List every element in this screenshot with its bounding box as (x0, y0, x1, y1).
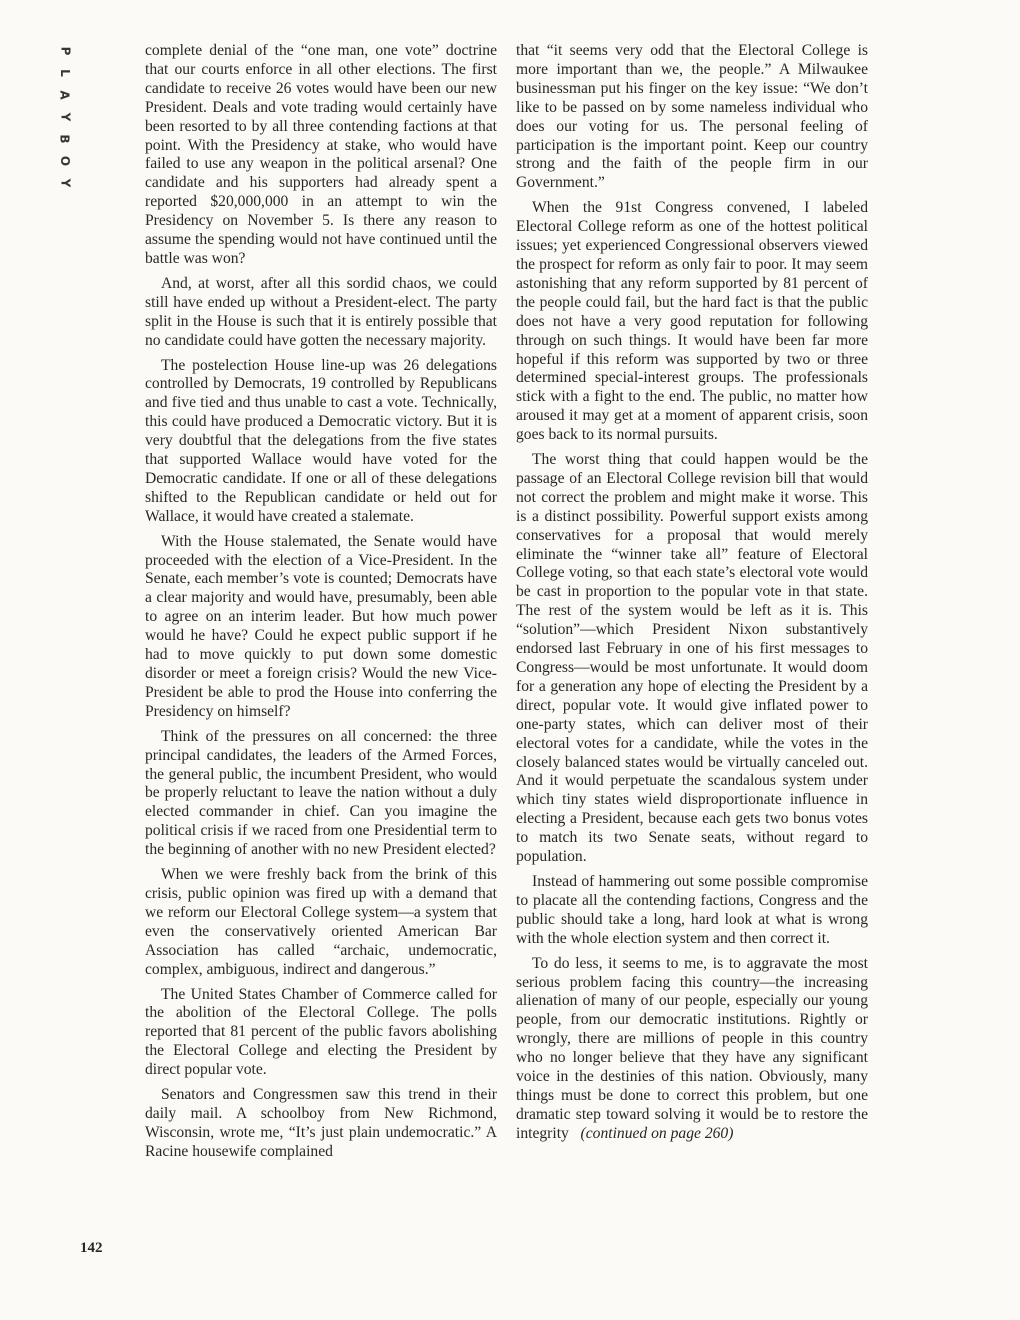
paragraph-text: To do less, it seems to me, is to aggravate the most serious problem facing this country—the increasing alienation of many of our people, especially our young people, from our democratic institutions. Rightly or wrongly, there are millions of people in this country who no longer believe that they have any significant voice in the destinies of this nation. Obviously, many things must be done to correct this problem, but one dramatic step toward solving it would be to restore the integrity (516, 954, 868, 1142)
paragraph: With the House stalemated, the Senate would have proceeded with the election of a Vice-President. In the Senate, each member’s vote is counted; Democrats have a clear majority and would have, presumably, been able to agree on an interim leader. But how much power would he have? Could he expect public support if he had to move quickly to put down some domestic disorder or meet a foreign crisis? Would the new Vice-President be able to prod the House into conferring the Presidency on himself? (145, 532, 497, 720)
running-head-letter: A (57, 90, 72, 100)
paragraph-last (516, 955, 868, 1144)
running-head-letter: L (58, 69, 72, 77)
left-column (145, 42, 497, 1168)
paragraph: Instead of hammering out some possible compromise to placate all the contending factions, Congress and the public should take a long, hard look at what is wrong with the whole election system and then correct it. (516, 872, 868, 947)
magazine-running-head (55, 40, 75, 194)
running-head-letter: O (57, 155, 72, 167)
page-number: 142 (80, 1240, 103, 1256)
running-head-letter: Y (57, 112, 72, 122)
paragraph: And, at worst, after all this sordid chaos, we could still have ended up without a President-elect. The party split in the House is such that it is entirely possible that no candidate could have gotten the necessary majority. (145, 274, 497, 349)
paragraph: The postelection House line-up was 26 delegations controlled by Democrats, 19 controlled by Republicans and five tied and thus unable to cast a vote. Technically, this could have produced a Democratic victory. But it is very doubtful that the delegations from the five states that supported Wallace would have voted for the Democratic candidate. If one or all of these delegations shifted to the Republican candidate or held out for Wallace, it would have created a stalemate. (145, 356, 497, 525)
paragraph: Senators and Congressmen saw this trend in their daily mail. A schoolboy from New Richmond, Wisconsin, wrote me, “It’s just plain undemocratic.” A Racine housewife complained (145, 1086, 497, 1160)
paragraph: that “it seems very odd that the Electoral College is more important than we, the people.” A Milwaukee businessman put his finger on the key issue: “We don’t like to be passed on by some nameless individual who does our voting for us. The personal feeling of participation is the important point. Keep our country strong and the faith of the people firm in our Government.” (516, 42, 868, 192)
paragraph: The United States Chamber of Commerce called for the abolition of the Electoral College. The polls reported that 81 percent of the public favors abolishing the Electoral College and electing the President by direct popular vote. (145, 985, 497, 1079)
paragraph: The worst thing that could happen would be the passage of an Electoral College revision bill that would not correct the problem and might make it worse. This is a distinct possibility. Powerful support exists among conservatives for a proposal that would merely eliminate the “winner take all” feature of Electoral College voting, so that each state’s electoral vote would be cast in proportion to the popular vote in that state. The rest of the system would be left as it is. This “solution”—which President Nixon substantively endorsed last February in one of his first messages to Congress—would be most unfortunate. It would doom for a generation any hope of electing the President by a direct, popular vote. It would give inflated power to one-party states, which can deliver most of their electoral votes for a candidate, while the votes in the closely balanced states would be virtually canceled out. And it would perpetuate the scandalous system under which tiny states wield disproportionate influence in electing a President, because each gets two bonus votes to match its two Senate seats, without regard to population. (516, 451, 868, 866)
running-head-letter: B (58, 134, 72, 144)
paragraph: When we were freshly back from the brink of this crisis, public opinion was fired up with a demand that we reform our Electoral College system—a system that even the conservatively oriented American Bar Association has called “archaic, undemocratic, complex, ambiguous, indirect and dangerous.” (145, 866, 497, 978)
paragraph: complete denial of the “one man, one vote” doctrine that our courts enforce in all other elections. The first candidate to receive 26 votes would have been our new President. Deals and vote trading would certainly have been resorted to by all three contending factions at that point. With the Presidency at stake, who would have failed to use any weapon in the political arsenal? One candidate and his supporters had already spent a reported $20,000,000 in an attempt to win the Presidency on November 5. Is there any reason to assume the spending would not have continued until the battle was won? (145, 42, 497, 267)
running-head-letter: P (57, 46, 72, 56)
paragraph: Think of the pressures on all concerned: the three principal candidates, the leaders of the Armed Forces, the general public, the incumbent President, who would be properly reluctant to leave the nation without a duly elected commander in chief. Can you imagine the political crisis if we raced from one Presidential term to the beginning of another with no new President elected? (145, 727, 497, 859)
paragraph: When the 91st Congress convened, I labeled Electoral College reform as one of the hottest political issues; yet experienced Congressional observers viewed the prospect for reform as only fair to poor. It may seem astonishing that any reform supported by 81 percent of the people could fail, but the hard fact is that the public does not have a very good reputation for following through on such things. It would have been far more hopeful if this reform was supported by two or three determined special-interest groups. The professionals stick with a fight to the end. The public, no matter how aroused it may get at a moment of apparent crisis, soon goes back to its normal pursuits. (516, 199, 868, 444)
running-head-letter: Y (57, 178, 72, 188)
continued-note: (continued on page 260) (580, 1124, 734, 1142)
right-column (516, 42, 868, 1150)
